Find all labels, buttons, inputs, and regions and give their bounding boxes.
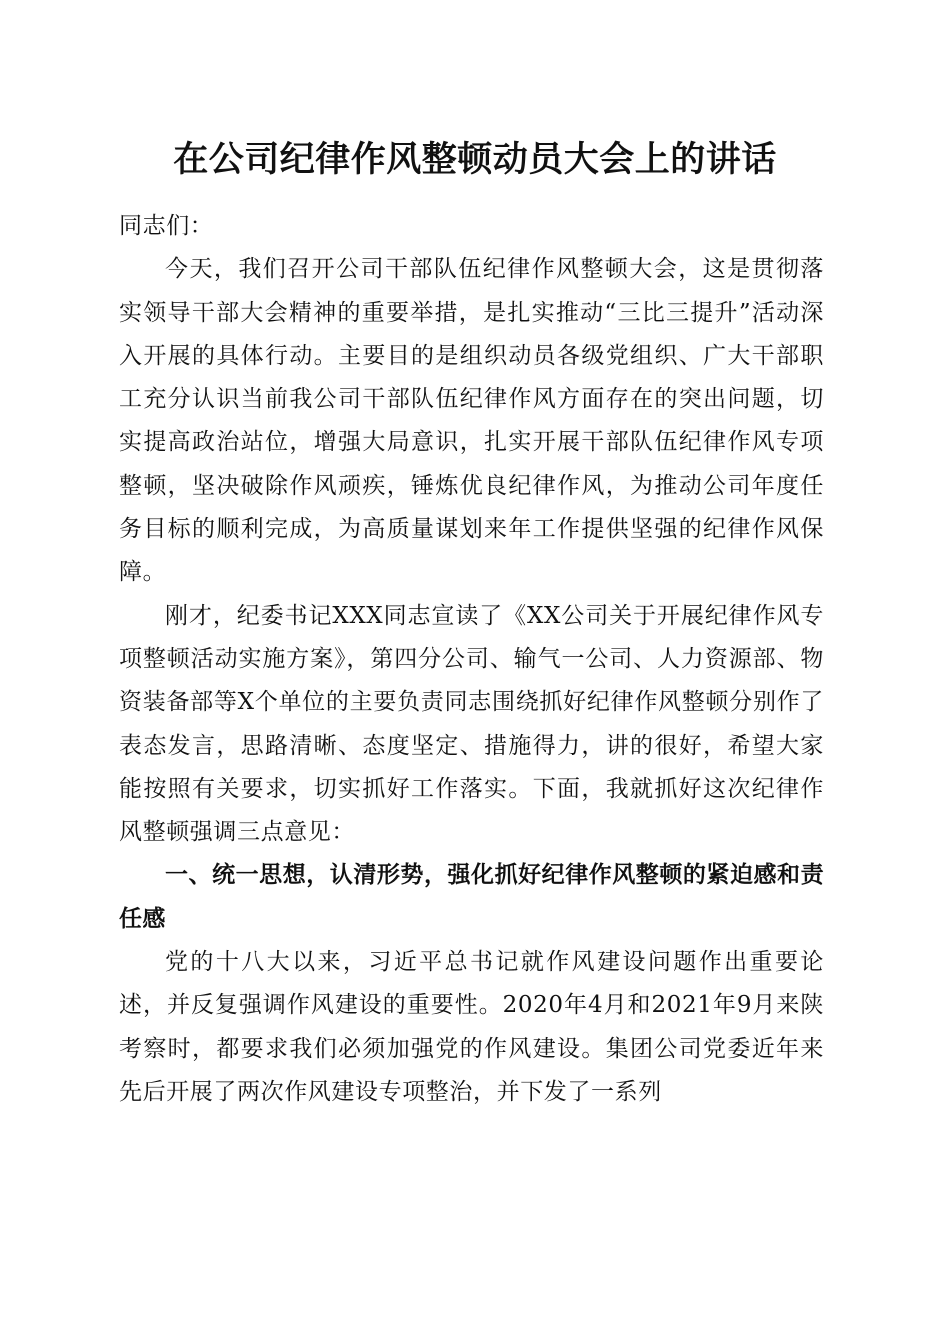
section-paragraph-1: 党的十八大以来，习近平总书记就作风建设问题作出重要论述，并反复强调作风建设的重要性。2020年4月和2021年9月来陕考察时，都要求我们必须加强党的作风建设。集团公司党委近年来先后开展了两次作风建设专项整治，并下发了一系列 bbox=[119, 949, 824, 1105]
document-body bbox=[119, 205, 824, 1114]
section-heading-1: 一、统一思想，认清形势，强化抓好纪律作风整顿的紧迫感和责任感 bbox=[119, 862, 824, 932]
salutation: 同志们： bbox=[119, 213, 214, 239]
paragraph-remarks: 刚才，纪委书记XXX同志宣读了《XX公司关于开展纪律作风专项整顿活动实施方案》，第四分公司、输气一公司、人力资源部、物资装备部等X个单位的主要负责同志围绕抓好纪律作风整顿分别作了表态发言，思路清晰、态度坚定、措施得力，讲的很好，希望大家能按照有关要求，切实抓好工作落实。下面，我就抓好这次纪律作风整顿强调三点意见： bbox=[119, 602, 824, 846]
paragraph-opening: 今天，我们召开公司干部队伍纪律作风整顿大会，这是贯彻落实领导干部大会精神的重要举措，是扎实推动“三比三提升”活动深入开展的具体行动。主要目的是组织动员各级党组织、广大干部职工充分认识当前我公司干部队伍纪律作风方面存在的突出问题，切实提高政治站位，增强大局意识，扎实开展干部队伍纪律作风专项整顿，坚决破除作风顽疾，锤炼优良纪律作风，为推动公司年度任务目标的顺利完成，为高质量谋划来年工作提供坚强的纪律作风保障。 bbox=[119, 256, 824, 586]
document-title: 在公司纪律作风整顿动员大会上的讲话 bbox=[173, 139, 777, 180]
